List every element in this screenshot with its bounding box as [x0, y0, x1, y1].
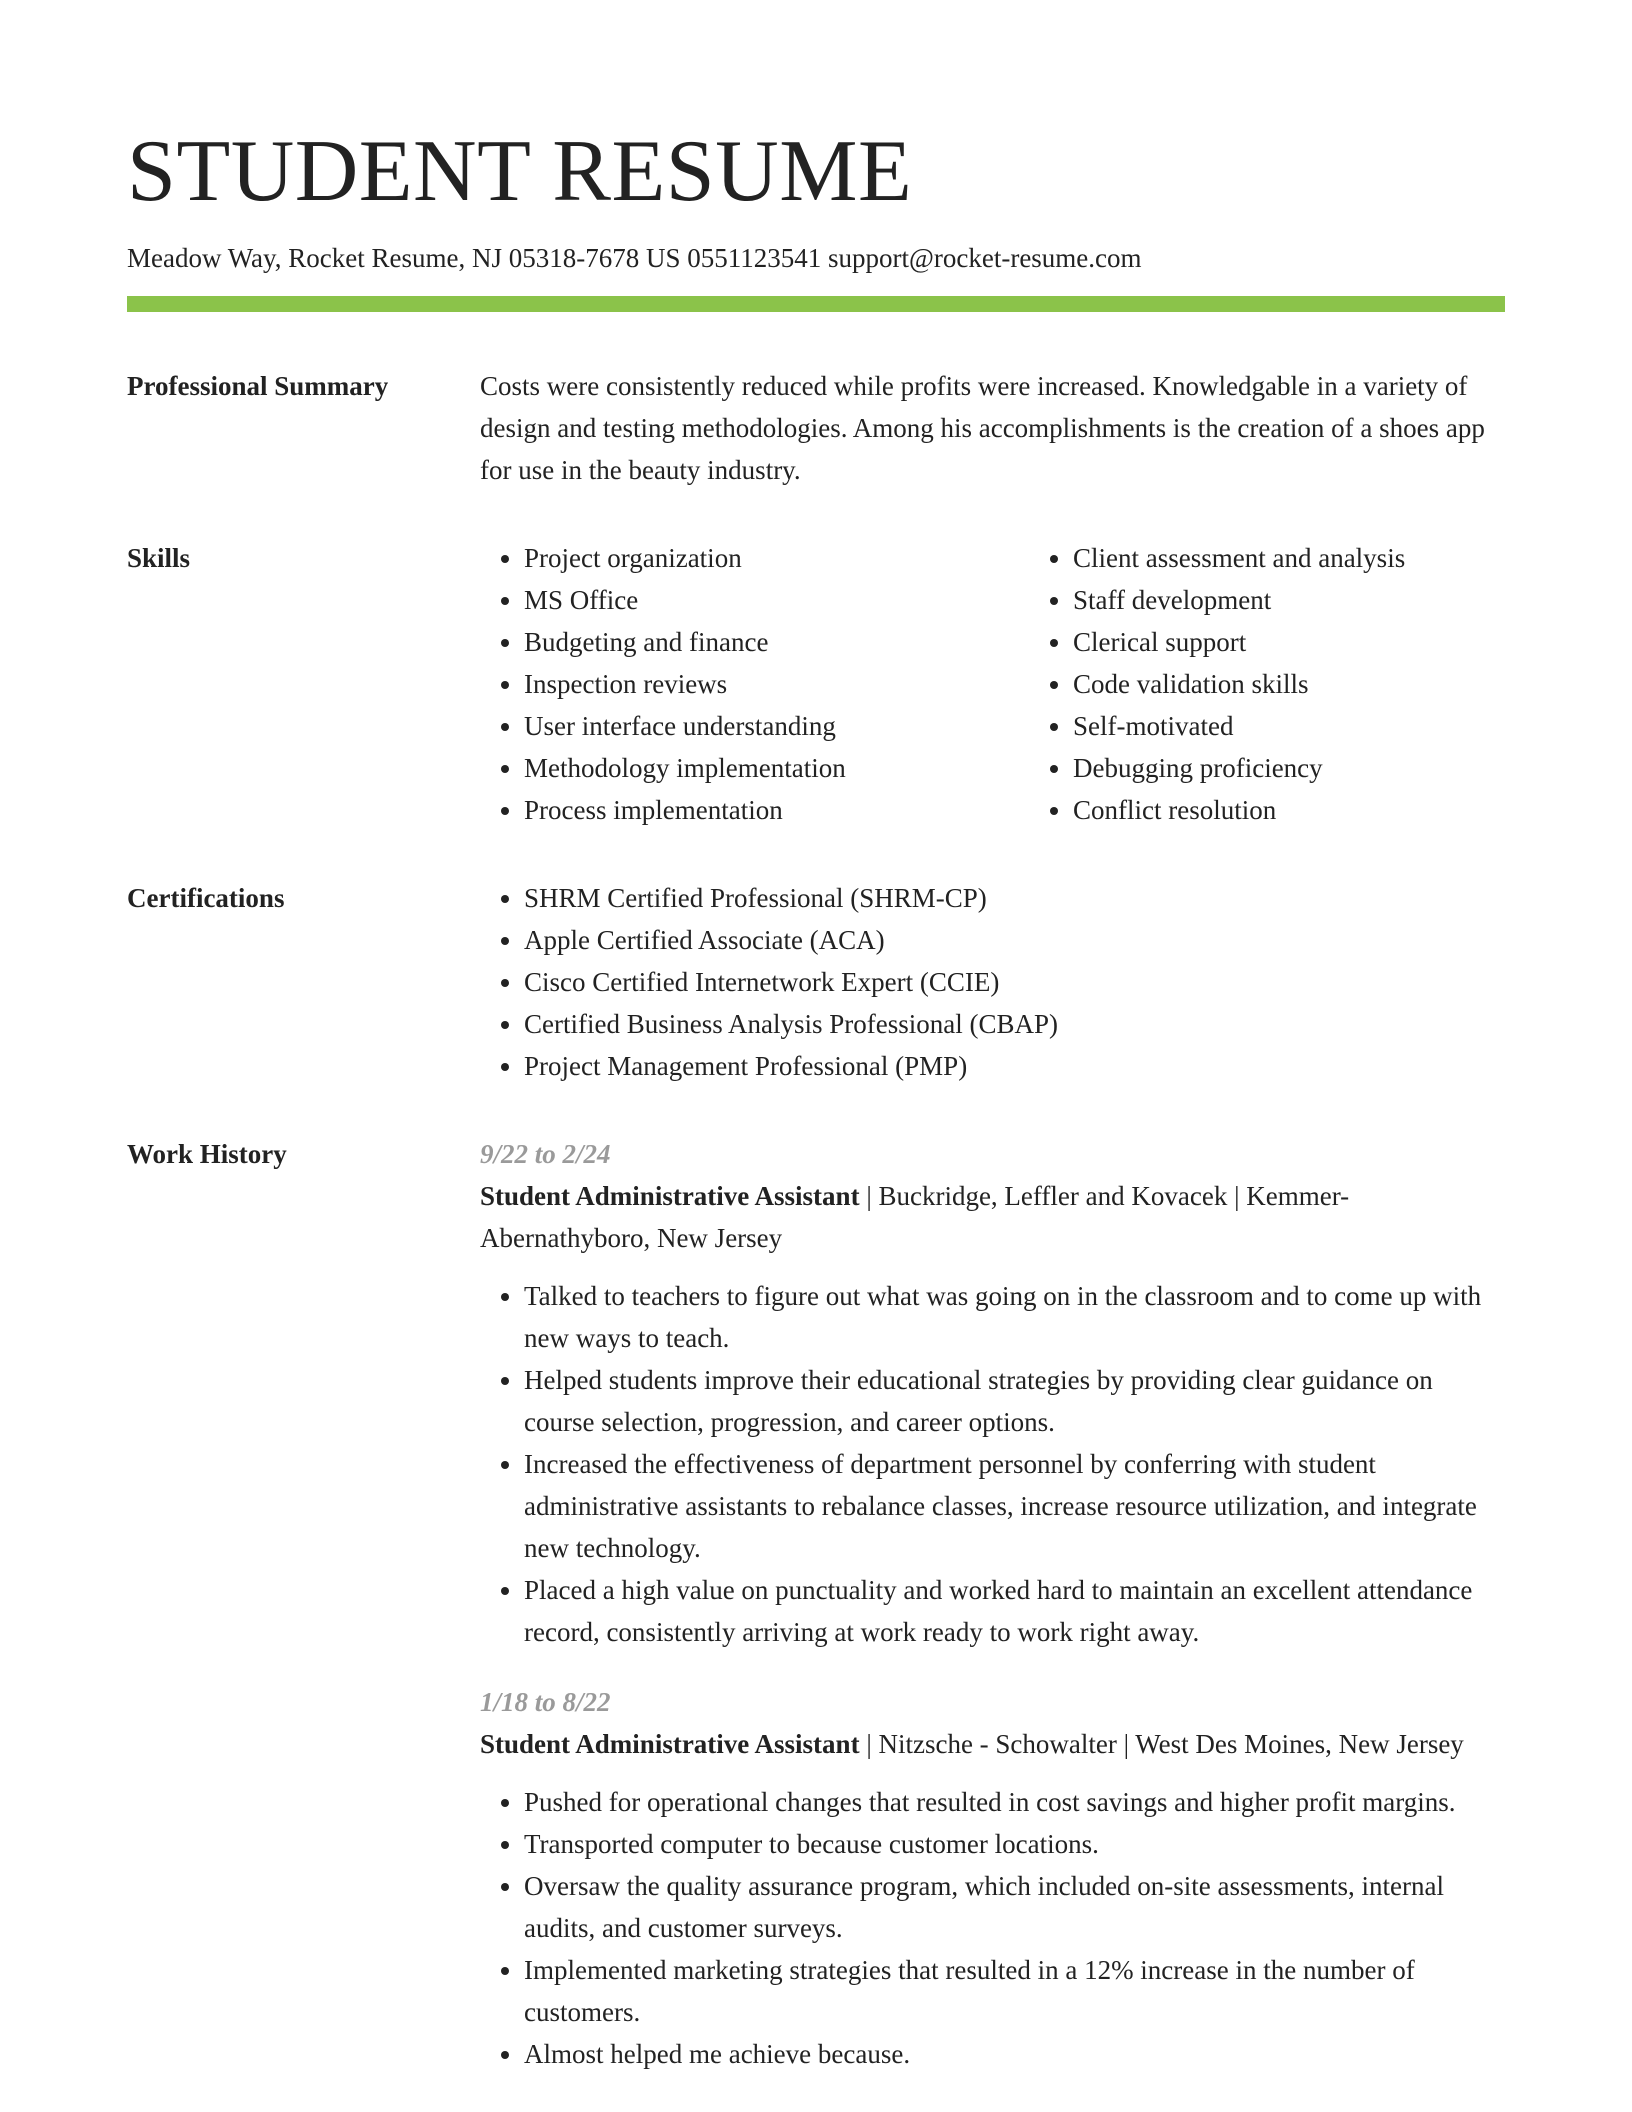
job-bullet: • Transported computer to because customer locations.: [524, 1823, 1505, 1865]
skill-item: • Code validation skills: [1073, 663, 1578, 705]
job-entry: [480, 1133, 1505, 1653]
job-bullet: • Oversaw the quality assurance program, which included on-site assessments, internal audits, and customer surveys.: [524, 1865, 1505, 1949]
skill-item: • Clerical support: [1073, 621, 1578, 663]
resume-page: [127, 120, 1505, 2101]
certification-item: • Cisco Certified Internetwork Expert (CCIE): [524, 961, 1505, 1003]
job-bullet: • Almost helped me achieve because.: [524, 2033, 1505, 2075]
work-history-section: [127, 1133, 1505, 2101]
skill-item: • Conflict resolution: [1073, 789, 1578, 831]
job-details: | Buckridge, Leffler and Kovacek | Kemmer-Abernathyboro, New Jersey: [480, 1181, 1350, 1254]
job-bullets: [480, 1781, 1505, 2075]
job-bullet: • Placed a high value on punctuality and worked hard to maintain an excellent attendance record, consistently arriving at work ready to work right away.: [524, 1569, 1505, 1653]
skill-item: • Client assessment and analysis: [1073, 537, 1578, 579]
summary-section: [127, 365, 1505, 491]
job-title: Student Administrative Assistant: [480, 1729, 860, 1760]
certification-item: • Project Management Professional (PMP): [524, 1045, 1505, 1087]
certification-item: • SHRM Certified Professional (SHRM-CP): [524, 877, 1505, 919]
job-dates: 9/22 to 2/24: [480, 1139, 611, 1170]
job-dates: 1/18 to 8/22: [480, 1687, 611, 1718]
skills-section: [127, 537, 1505, 831]
job-heading: [480, 1175, 1505, 1259]
certification-item: • Apple Certified Associate (ACA): [524, 919, 1505, 961]
job-entry: [480, 1681, 1505, 2075]
skill-item: • User interface understanding: [524, 705, 1029, 747]
resume-title: STUDENT RESUME: [127, 123, 913, 220]
job-bullet: • Implemented marketing strategies that resulted in a 12% increase in the number of customers.: [524, 1949, 1505, 2033]
skill-item: • Budgeting and finance: [524, 621, 1029, 663]
skill-item: • Process implementation: [524, 789, 1029, 831]
certification-item: • Certified Business Analysis Professional (CBAP): [524, 1003, 1505, 1045]
section-heading: Certifications: [127, 883, 285, 914]
job-bullet: • Helped students improve their educational strategies by providing clear guidance on course selection, progression, and career options.: [524, 1359, 1505, 1443]
certifications-section: [127, 877, 1505, 1087]
summary-text: Costs were consistently reduced while profits were increased. Knowledgable in a variety of design and testing methodologies. Among his accomplishments is the creation of a shoes app for use in the beauty industry.: [480, 371, 1485, 486]
job-bullet: • Talked to teachers to figure out what was going on in the classroom and to come up with new ways to teach.: [524, 1275, 1505, 1359]
section-heading: Skills: [127, 543, 191, 574]
section-heading: Professional Summary: [127, 371, 389, 402]
job-details: | Nitzsche - Schowalter | West Des Moines, New Jersey: [859, 1729, 1464, 1760]
job-bullets: [480, 1275, 1505, 1653]
skill-item: • Project organization: [524, 537, 1029, 579]
job-title: Student Administrative Assistant: [480, 1181, 860, 1212]
skill-item: • Methodology implementation: [524, 747, 1029, 789]
skill-item: • MS Office: [524, 579, 1029, 621]
section-heading: Work History: [127, 1139, 287, 1170]
job-bullet: • Increased the effectiveness of department personnel by conferring with student administrative assistants to rebalance classes, increase resource utilization, and integrate new technology.: [524, 1443, 1505, 1569]
skills-list-right: [1029, 537, 1578, 831]
contact-line: Meadow Way, Rocket Resume, NJ 05318-7678 US 0551123541 support@rocket-resume.com: [127, 243, 1142, 273]
skill-item: • Staff development: [1073, 579, 1578, 621]
skill-item: • Self-motivated: [1073, 705, 1578, 747]
skill-item: • Debugging proficiency: [1073, 747, 1578, 789]
skill-item: • Inspection reviews: [524, 663, 1029, 705]
job-heading: [480, 1723, 1505, 1765]
skills-list-left: [480, 537, 1029, 831]
certifications-list: [480, 877, 1505, 1087]
job-bullet: • Pushed for operational changes that resulted in cost savings and higher profit margins.: [524, 1781, 1505, 1823]
accent-divider: [127, 296, 1505, 312]
